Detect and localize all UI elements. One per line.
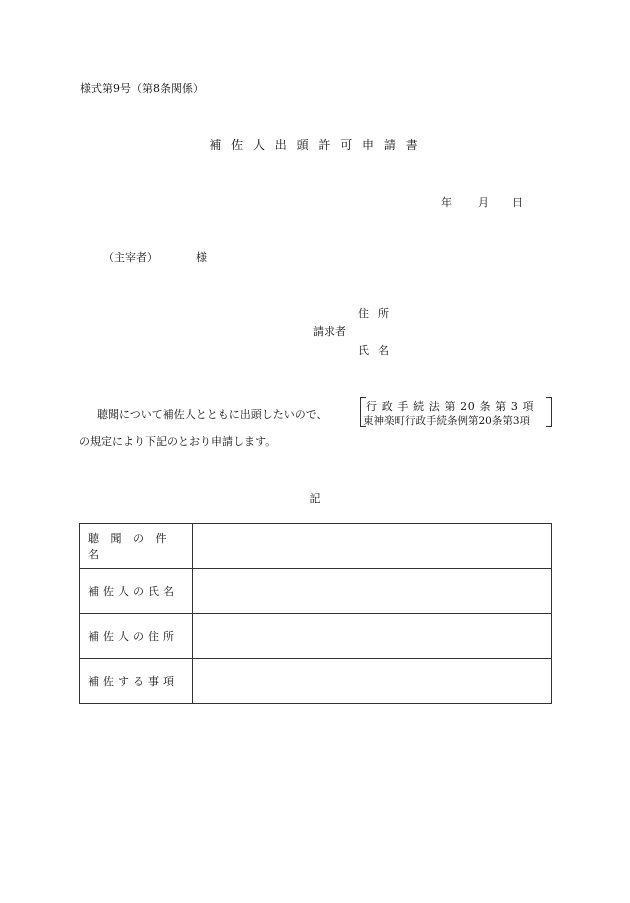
document-title: 補 佐 人 出 頭 許 可 申 請 書	[209, 138, 421, 152]
row-label: 補佐人の氏名	[80, 569, 193, 614]
requester-label: 請求者	[313, 325, 346, 338]
table-row	[80, 569, 552, 614]
table-row	[80, 614, 552, 659]
requester-name-label: 氏名	[358, 344, 398, 357]
date-month-label: 月	[478, 196, 489, 209]
assistant-name-field[interactable]	[193, 569, 552, 614]
addressee-honorific: 様	[196, 251, 207, 264]
law-option-act: 行 政 手 続 法 第 20 条 第 3 項	[366, 400, 535, 413]
row-label: 補佐人の住所	[80, 614, 193, 659]
body-text-tail: の規定により下記のとおり申請します。	[79, 435, 277, 448]
table-row	[80, 659, 552, 704]
table-row	[80, 524, 552, 569]
application-items-table	[79, 523, 552, 704]
addressee-label: （主宰者）	[103, 251, 158, 264]
date-year-label: 年	[441, 196, 452, 209]
assisted-matters-field[interactable]	[193, 659, 552, 704]
row-label: 補佐する事項	[80, 659, 193, 704]
assistant-address-field[interactable]	[193, 614, 552, 659]
date-day-label: 日	[512, 196, 523, 209]
requester-address-label: 住所	[358, 307, 398, 320]
law-option-ordinance: 東神楽町行政手続条例第20条第3項	[363, 415, 531, 427]
ki-heading: 記	[309, 492, 321, 505]
body-text-lead: 聴聞について補佐人とともに出頭したいので、	[97, 408, 328, 421]
hearing-subject-field[interactable]	[193, 524, 552, 569]
form-number: 様式第9号（第8条関係）	[80, 82, 204, 95]
row-label: 聴 聞 の 件 名	[80, 524, 193, 569]
